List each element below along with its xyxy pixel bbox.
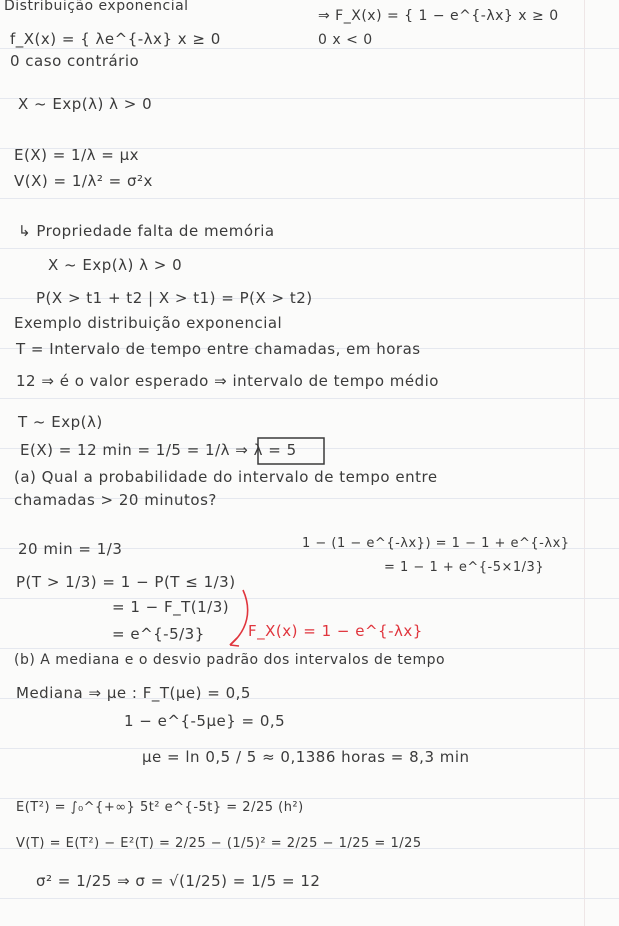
median-equation: 1 − e^{-5μe} = 0,5 (124, 712, 286, 730)
pdf-line-2: 0 caso contrário (10, 52, 140, 70)
variance-calc: V(T) = E(T²) − E²(T) = 2/25 − (1/5)² = 2/25 − 1/25 = 1/25 (16, 836, 422, 851)
second-moment: E(T²) = ∫₀^{+∞} 5t² e^{-5t} = 2/25 (h²) (16, 800, 304, 815)
page-title: Distribuição exponencial (4, 0, 189, 14)
variance-line: V(X) = 1/λ² = σ²x (14, 172, 153, 190)
expectation-line: E(X) = 1/λ = μx (14, 146, 140, 164)
complement-line-1: 1 − (1 − e^{-λx}) = 1 − 1 + e^{-λx} (302, 536, 570, 551)
example-lambda: E(X) = 12 min = 1/5 = 1/λ ⇒ λ = 5 (20, 441, 297, 459)
memoryless-formula: P(X > t1 + t2 | X > t1) = P(X > t2) (36, 289, 313, 307)
prob-line-3: = e^{-5/3} (112, 625, 205, 643)
memoryless-dist-line: X ~ Exp(λ) λ > 0 (48, 256, 183, 274)
median-definition: Mediana ⇒ μe : F_T(μe) = 0,5 (16, 684, 251, 702)
example-heading: Exemplo distribuição exponencial (14, 314, 283, 332)
example-definition: T = Intervalo de tempo entre chamadas, em horas (16, 340, 421, 358)
cdf-line-2: 0 x < 0 (318, 32, 373, 48)
minutes-conversion: 20 min = 1/3 (18, 540, 123, 558)
red-arrow-head (230, 638, 239, 646)
cdf-line-1: ⇒ F_X(x) = { 1 − e^{-λx} x ≥ 0 (318, 8, 559, 24)
prob-line-1: P(T > 1/3) = 1 − P(T ≤ 1/3) (16, 573, 236, 591)
median-result: μe = ln 0,5 / 5 ≈ 0,1386 horas = 8,3 min (142, 748, 470, 766)
example-expected: 12 ⇒ é o valor esperado ⇒ intervalo de tempo médio (16, 372, 439, 390)
question-a-line-2: chamadas > 20 minutos? (14, 491, 217, 509)
lambda-box (258, 438, 324, 464)
example-dist: T ~ Exp(λ) (18, 413, 103, 431)
std-dev-calc: σ² = 1/25 ⇒ σ = √(1/25) = 1/5 = 12 (36, 872, 321, 890)
pdf-line-1: f_X(x) = { λe^{-λx} x ≥ 0 (10, 30, 221, 48)
question-a-line-1: (a) Qual a probabilidade do intervalo de tempo entre (14, 468, 438, 486)
prob-line-2: = 1 − F_T(1/3) (112, 598, 230, 616)
cdf-annotation: F_X(x) = 1 − e^{-λx} (248, 622, 423, 640)
memoryless-heading: ↳ Propriedade falta de memória (18, 222, 275, 240)
complement-line-2: = 1 − 1 + e^{-5×1/3} (384, 560, 545, 575)
question-b-line: (b) A mediana e o desvio padrão dos intervalos de tempo (14, 652, 446, 668)
exp-dist-line: X ~ Exp(λ) λ > 0 (18, 95, 153, 113)
red-arrow-curve (230, 590, 248, 645)
